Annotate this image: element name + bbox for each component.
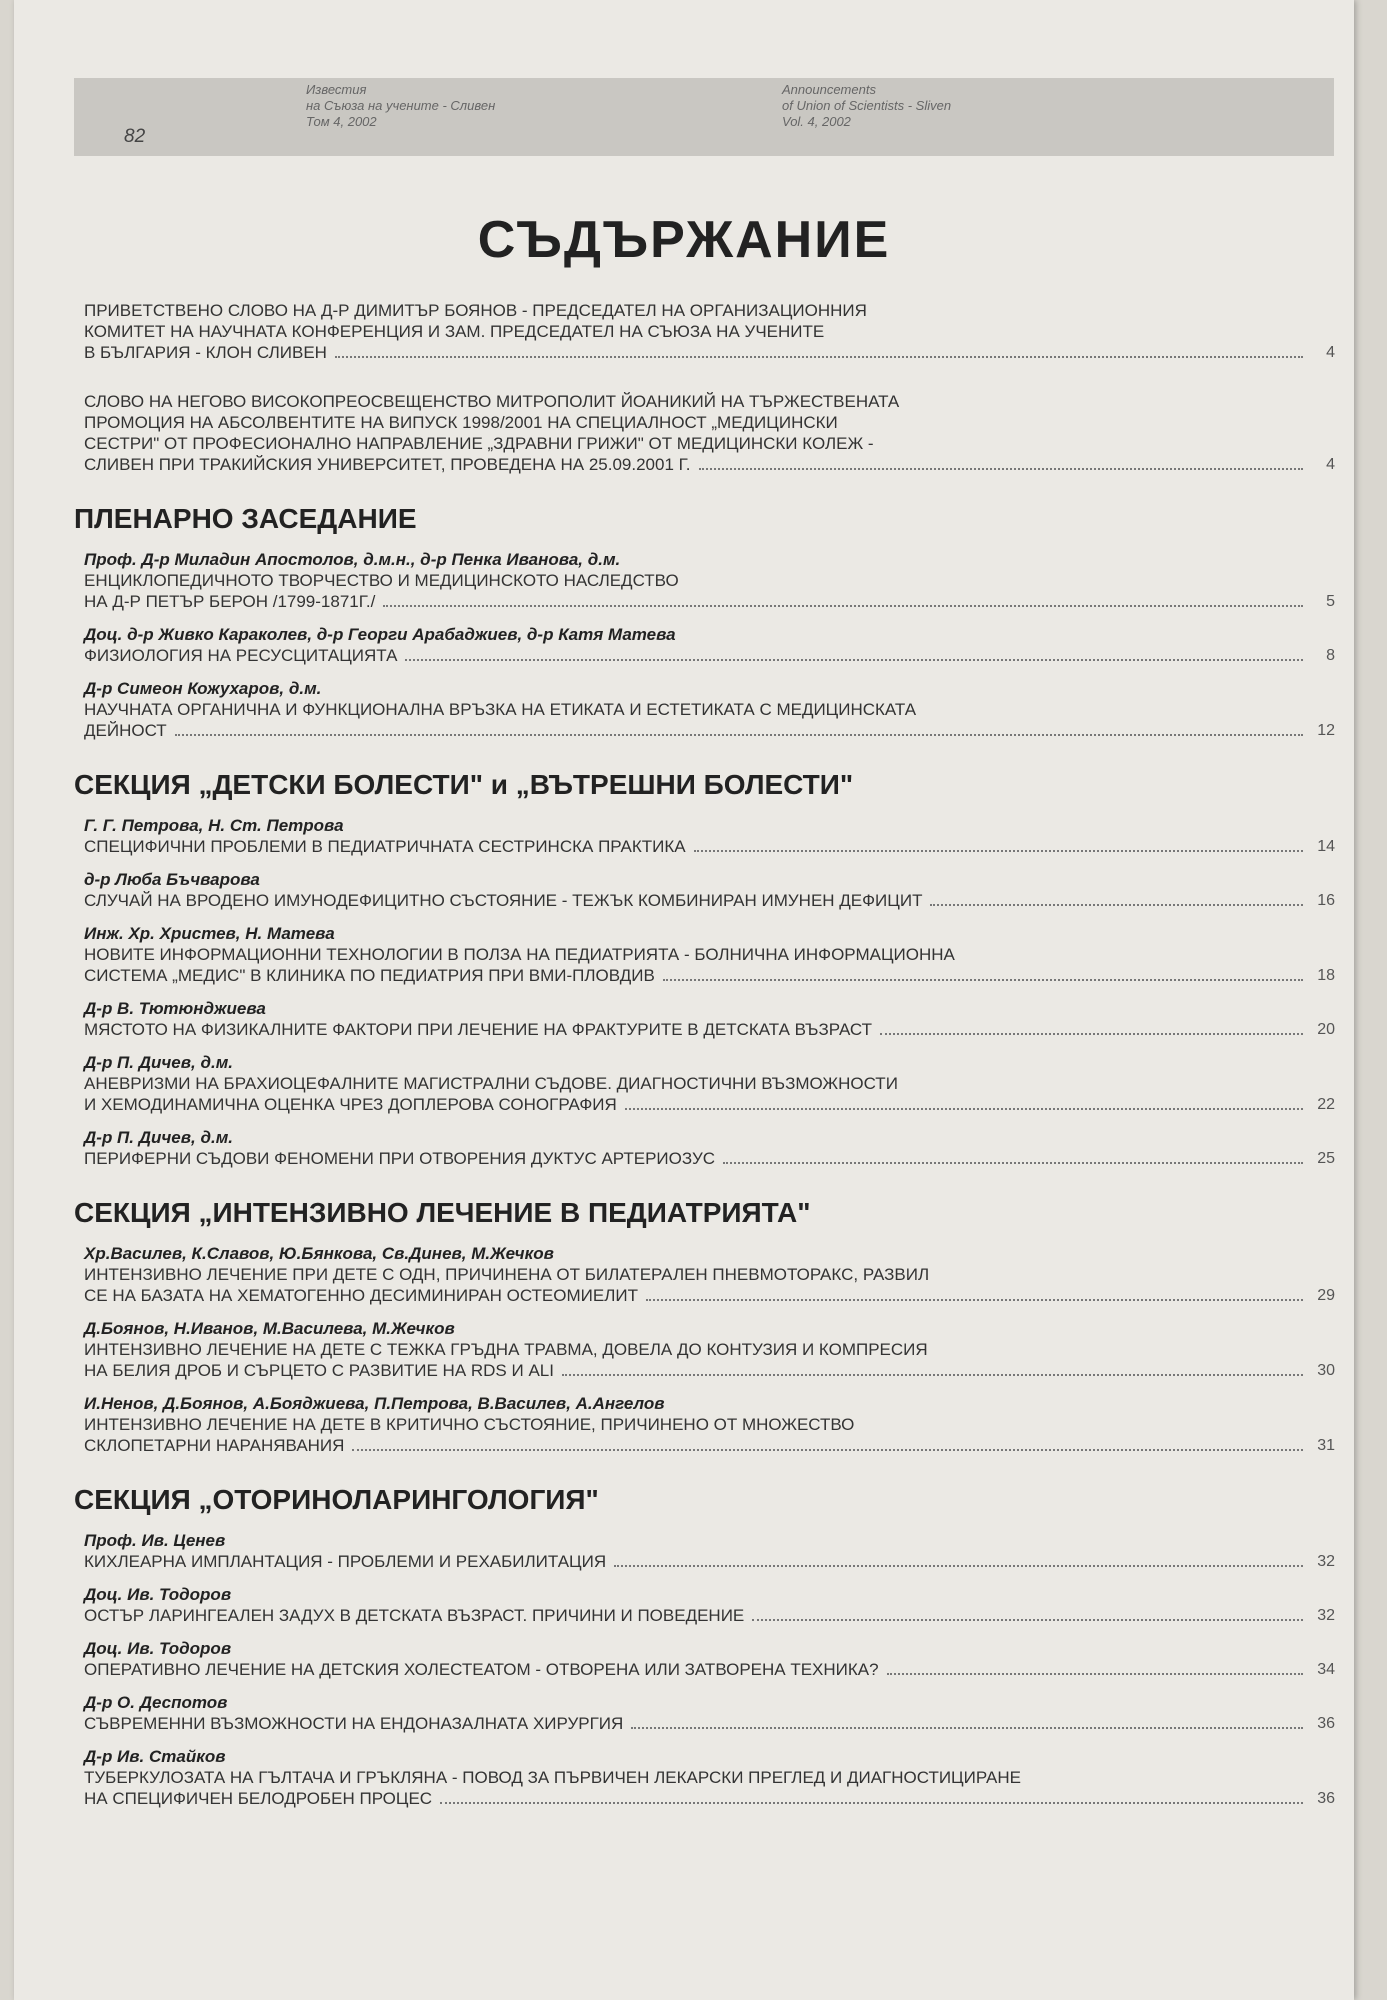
entry-title-line: ПРОМОЦИЯ НА АБСОЛВЕНТИТЕ НА ВИПУСК 1998/2001 НА СПЕЦИАЛНОСТ „МЕДИЦИНСКИ: [84, 413, 838, 432]
entry-page-number: 20: [1317, 1021, 1335, 1038]
entry-page-number: 16: [1317, 892, 1335, 909]
dot-leader: [752, 1619, 1303, 1621]
entry-title-last-line: [84, 342, 1335, 363]
entry-title-line: СЛУЧАЙ НА ВРОДЕНО ИМУНОДЕФИЦИТНО СЪСТОЯНИЕ - ТЕЖЪК КОМБИНИРАН ИМУНЕН ДЕФИЦИТ: [84, 891, 923, 910]
entry-title-line: ОСТЪР ЛАРИНГЕАЛЕН ЗАДУХ В ДЕТСКАТА ВЪЗРАСТ. ПРИЧИНИ И ПОВЕДЕНИЕ: [84, 1606, 745, 1625]
entry-title-last-line: [84, 1551, 1335, 1572]
toc-entry: [70, 300, 1335, 363]
dot-leader: [440, 1802, 1303, 1804]
entry-page-number: 36: [1317, 1790, 1335, 1807]
entry-page-number: 14: [1317, 838, 1335, 855]
entry-title: [70, 699, 1335, 741]
header-bg-line: на Съюза на учените - Сливен: [306, 98, 496, 113]
entry-title-line: КИХЛЕАРНА ИМПЛАНТАЦИЯ - ПРОБЛЕМИ И РЕХАБИЛИТАЦИЯ: [84, 1552, 607, 1571]
dot-leader: [694, 850, 1303, 852]
entry-title-line: СИСТЕМА „МЕДИС" В КЛИНИКА ПО ПЕДИАТРИЯ ПРИ ВМИ-ПЛОВДИВ: [84, 966, 655, 985]
header-journal-bg: [306, 82, 495, 130]
entry-title: [70, 1767, 1335, 1809]
entry-title-line: СЛИВЕН ПРИ ТРАКИЙСКИЯ УНИВЕРСИТЕТ, ПРОВЕДЕНА НА 25.09.2001 Г.: [84, 455, 691, 474]
toc-entry: [70, 1393, 1335, 1456]
entry-author: Д-р В. Тютюнджиева: [84, 999, 266, 1018]
entry-title-line: АНЕВРИЗМИ НА БРАХИОЦЕФАЛНИТЕ МАГИСТРАЛНИ СЪДОВЕ. ДИАГНОСТИЧНИ ВЪЗМОЖНОСТИ: [84, 1074, 898, 1093]
entry-title: [70, 1414, 1335, 1456]
entry-author: Хр.Василев, К.Славов, Ю.Бянкова, Св.Динев, М.Жечков: [84, 1244, 554, 1263]
entry-author: Д-р П. Дичев, д.м.: [84, 1053, 233, 1072]
entry-title: [70, 1339, 1335, 1381]
entry-title-last-line: [84, 645, 1335, 666]
entry-title-last-line: [84, 836, 1335, 857]
entry-title-line: СЕСТРИ" ОТ ПРОФЕСИОНАЛНО НАПРАВЛЕНИЕ „ЗДРАВНИ ГРИЖИ" ОТ МЕДИЦИНСКИ КОЛЕЖ -: [84, 434, 874, 453]
entry-author: И.Ненов, Д.Боянов, А.Бояджиева, П.Петрова, В.Василев, А.Ангелов: [84, 1394, 665, 1413]
dot-leader: [562, 1374, 1303, 1376]
page-title: СЪДЪРЖАНИЕ: [477, 211, 891, 269]
dot-leader: [880, 1033, 1303, 1035]
entry-title: [70, 1019, 1335, 1040]
entry-title: [70, 836, 1335, 857]
header-bg-line: Том 4, 2002: [306, 114, 377, 129]
header-en-line: Announcements: [782, 82, 876, 97]
toc-entry: [70, 1127, 1335, 1169]
entry-page-number: 32: [1317, 1553, 1335, 1570]
entry-title-line: ОПЕРАТИВНО ЛЕЧЕНИЕ НА ДЕТСКИЯ ХОЛЕСТЕАТОМ - ОТВОРЕНА ИЛИ ЗАТВОРЕНА ТЕХНИКА?: [84, 1660, 879, 1679]
dot-leader: [383, 605, 1303, 607]
entry-page-number: 4: [1326, 344, 1335, 361]
toc-entry: [70, 1530, 1335, 1572]
entry-title: [70, 645, 1335, 666]
header-en-line: of Union of Scientists - Sliven: [782, 98, 952, 113]
entry-title-last-line: [84, 1788, 1335, 1809]
page-number: 82: [124, 126, 146, 147]
entry-title-line: СПЕЦИФИЧНИ ПРОБЛЕМИ В ПЕДИАТРИЧНАТА СЕСТРИНСКА ПРАКТИКА: [84, 837, 686, 856]
toc-entry: [70, 1052, 1335, 1115]
toc-entry: [70, 391, 1335, 475]
entry-title-line: НОВИТЕ ИНФОРМАЦИОННИ ТЕХНОЛОГИИ В ПОЛЗА НА ПЕДИАТРИЯТА - БОЛНИЧНА ИНФОРМАЦИОННА: [84, 945, 955, 964]
entry-title-last-line: [84, 1659, 1335, 1680]
entry-title-last-line: [84, 720, 1335, 741]
toc-entry: [70, 1746, 1335, 1809]
entry-author: Г. Г. Петрова, Н. Ст. Петрова: [84, 816, 344, 835]
entry-title-line: НА СПЕЦИФИЧЕН БЕЛОДРОБЕН ПРОЦЕС: [84, 1789, 433, 1808]
entry-title-last-line: [84, 1360, 1335, 1381]
entry-title-line: КОМИТЕТ НА НАУЧНАТА КОНФЕРЕНЦИЯ И ЗАМ. ПРЕДСЕДАТЕЛ НА СЪЮЗА НА УЧЕНИТЕ: [84, 322, 825, 341]
entry-title-line: ИНТЕНЗИВНО ЛЕЧЕНИЕ ПРИ ДЕТЕ С ОДН, ПРИЧИНЕНА ОТ БИЛАТЕРАЛЕН ПНЕВМОТОРАКС, РАЗВИЛ: [84, 1265, 930, 1284]
entry-title: [70, 391, 1335, 475]
section-heading: СЕКЦИЯ „ОТОРИНОЛАРИНГОЛОГИЯ": [74, 1484, 599, 1515]
toc-entry: [70, 815, 1335, 857]
toc-entry: [70, 624, 1335, 666]
entry-title-line: НА БЕЛИЯ ДРОБ И СЪРЦЕТО С РАЗВИТИЕ НА RDS И ALI: [84, 1361, 554, 1380]
entry-page-number: 36: [1317, 1715, 1335, 1732]
entry-title-last-line: [84, 1094, 1335, 1115]
entry-title-line: ФИЗИОЛОГИЯ НА РЕСУСЦИТАЦИЯТА: [84, 646, 398, 665]
entry-author: Проф. Ив. Ценев: [84, 1531, 226, 1550]
entry-author: Доц. Ив. Тодоров: [84, 1639, 232, 1658]
entry-page-number: 8: [1326, 647, 1335, 664]
toc-entry: [70, 549, 1335, 612]
entry-title: [70, 1264, 1335, 1306]
entry-page-number: 22: [1317, 1096, 1335, 1113]
entry-title-last-line: [84, 965, 1335, 986]
dot-leader: [614, 1565, 1303, 1567]
header-bg-line: Известия: [306, 82, 367, 97]
entry-title-line: И ХЕМОДИНАМИЧНА ОЦЕНКА ЧРЕЗ ДОПЛЕРОВА СОНОГРАФИЯ: [84, 1095, 617, 1114]
entry-title: [70, 944, 1335, 986]
dot-leader: [699, 468, 1304, 470]
toc-entry: [70, 1584, 1335, 1626]
entry-title-line: В БЪЛГАРИЯ - КЛОН СЛИВЕН: [84, 343, 327, 362]
entry-title: [70, 1605, 1335, 1626]
entry-title-line: ИНТЕНЗИВНО ЛЕЧЕНИЕ НА ДЕТЕ С ТЕЖКА ГРЪДНА ТРАВМА, ДОВЕЛА ДО КОНТУЗИЯ И КОМПРЕСИЯ: [84, 1340, 928, 1359]
entry-page-number: 31: [1317, 1437, 1335, 1454]
entry-title-last-line: [84, 591, 1335, 612]
entry-title-last-line: [84, 1605, 1335, 1626]
entry-title-line: НАУЧНАТА ОРГАНИЧНА И ФУНКЦИОНАЛНА ВРЪЗКА НА ЕТИКАТА И ЕСТЕТИКАТА С МЕДИЦИНСКАТА: [84, 700, 917, 719]
entry-title-line: ТУБЕРКУЛОЗАТА НА ГЪЛТАЧА И ГРЪКЛЯНА - ПОВОД ЗА ПЪРВИЧЕН ЛЕКАРСКИ ПРЕГЛЕД И ДИАГНОСТИЦИРАНЕ: [84, 1768, 1022, 1787]
entry-title-last-line: [84, 454, 1335, 475]
dot-leader: [887, 1673, 1303, 1675]
dot-leader: [723, 1162, 1303, 1164]
document-page: [14, 0, 1354, 2000]
header-journal-en: [782, 82, 951, 130]
dot-leader: [663, 979, 1303, 981]
entry-title-last-line: [84, 1019, 1335, 1040]
entry-title-line: ПРИВЕТСТВЕНО СЛОВО НА Д-Р ДИМИТЪР БОЯНОВ - ПРЕДСЕДАТЕЛ НА ОРГАНИЗАЦИОННИЯ: [84, 301, 867, 320]
dot-leader: [175, 734, 1303, 736]
entry-title-line: ДЕЙНОСТ: [84, 721, 167, 740]
entry-title-last-line: [84, 1713, 1335, 1734]
dot-leader: [352, 1449, 1303, 1451]
entry-page-number: 29: [1317, 1287, 1335, 1304]
entry-author: д-р Люба Бъчварова: [84, 870, 260, 889]
toc-entry: [70, 923, 1335, 986]
toc-entry: [70, 678, 1335, 741]
dot-leader: [930, 904, 1303, 906]
entry-title-line: СЛОВО НА НЕГОВО ВИСОКОПРЕОСВЕЩЕНСТВО МИТРОПОЛИТ ЙОАНИКИЙ НА ТЪРЖЕСТВЕНАТА: [84, 392, 900, 411]
section-heading: СЕКЦИЯ „ДЕТСКИ БОЛЕСТИ" и „ВЪТРЕШНИ БОЛЕСТИ": [74, 769, 854, 800]
entry-title: [70, 1551, 1335, 1572]
entry-title-line: НА Д-Р ПЕТЪР БЕРОН /1799-1871Г./: [84, 592, 376, 611]
toc-entry: [70, 1243, 1335, 1306]
entry-title: [70, 1073, 1335, 1115]
dot-leader: [646, 1299, 1303, 1301]
entry-title: [70, 1148, 1335, 1169]
entry-title-line: СКЛОПЕТАРНИ НАРАНЯВАНИЯ: [84, 1436, 345, 1455]
toc-entry: [70, 869, 1335, 911]
toc-entry: [70, 998, 1335, 1040]
entry-author: Д-р Симеон Кожухаров, д.м.: [84, 679, 322, 698]
entry-title: [70, 1713, 1335, 1734]
entry-author: Проф. Д-р Миладин Апостолов, д.м.н., д-р Пенка Иванова, д.м.: [84, 550, 621, 569]
toc-entry: [70, 1638, 1335, 1680]
entry-title-line: ИНТЕНЗИВНО ЛЕЧЕНИЕ НА ДЕТЕ В КРИТИЧНО СЪСТОЯНИЕ, ПРИЧИНЕНО ОТ МНОЖЕСТВО: [84, 1415, 855, 1434]
section-heading: СЕКЦИЯ „ИНТЕНЗИВНО ЛЕЧЕНИЕ В ПЕДИАТРИЯТА": [74, 1197, 811, 1228]
entry-author: Доц. Ив. Тодоров: [84, 1585, 232, 1604]
header-en-line: Vol. 4, 2002: [782, 114, 851, 129]
entry-author: Д-р П. Дичев, д.м.: [84, 1128, 233, 1147]
entry-page-number: 25: [1317, 1150, 1335, 1167]
entry-page-number: 34: [1317, 1661, 1335, 1678]
entry-author: Д.Боянов, Н.Иванов, М.Василева, М.Жечков: [84, 1319, 455, 1338]
entry-title-last-line: [84, 1148, 1335, 1169]
entry-title: [70, 300, 1335, 363]
dot-leader: [335, 356, 1303, 358]
entry-title: [70, 890, 1335, 911]
entry-title-line: ЕНЦИКЛОПЕДИЧНОТО ТВОРЧЕСТВО И МЕДИЦИНСКОТО НАСЛЕДСТВО: [84, 571, 679, 590]
entry-title-line: СЕ НА БАЗАТА НА ХЕМАТОГЕННО ДЕСИМИНИРАН ОСТЕОМИЕЛИТ: [84, 1286, 638, 1305]
toc-entry: [70, 1692, 1335, 1734]
entry-title: [70, 570, 1335, 612]
entry-author: Инж. Хр. Христев, Н. Матева: [84, 924, 335, 943]
toc-entry: [70, 1318, 1335, 1381]
entry-page-number: 12: [1317, 722, 1335, 739]
entry-title-line: СЪВРЕМЕННИ ВЪЗМОЖНОСТИ НА ЕНДОНАЗАЛНАТА ХИРУРГИЯ: [84, 1714, 624, 1733]
entry-title-last-line: [84, 1285, 1335, 1306]
entry-page-number: 18: [1317, 967, 1335, 984]
entry-title-last-line: [84, 890, 1335, 911]
table-of-contents: [70, 300, 1335, 1837]
entry-title: [70, 1659, 1335, 1680]
entry-title-last-line: [84, 1435, 1335, 1456]
entry-page-number: 5: [1326, 593, 1335, 610]
entry-page-number: 4: [1326, 456, 1335, 473]
section-heading: ПЛЕНАРНО ЗАСЕДАНИЕ: [74, 503, 417, 534]
dot-leader: [405, 659, 1303, 661]
entry-author: Д-р О. Деспотов: [84, 1693, 228, 1712]
entry-title-line: МЯСТОТО НА ФИЗИКАЛНИТЕ ФАКТОРИ ПРИ ЛЕЧЕНИЕ НА ФРАКТУРИТЕ В ДЕТСКАТА ВЪЗРАСТ: [84, 1020, 873, 1039]
dot-leader: [631, 1727, 1303, 1729]
dot-leader: [625, 1108, 1303, 1110]
entry-title-line: ПЕРИФЕРНИ СЪДОВИ ФЕНОМЕНИ ПРИ ОТВОРЕНИЯ ДУКТУС АРТЕРИОЗУС: [84, 1149, 716, 1168]
entry-author: Доц. д-р Живко Караколев, д-р Георги Арабаджиев, д-р Катя Матева: [84, 625, 676, 644]
running-header: [74, 78, 1334, 156]
entry-page-number: 32: [1317, 1607, 1335, 1624]
entry-author: Д-р Ив. Стайков: [84, 1747, 226, 1766]
entry-page-number: 30: [1317, 1362, 1335, 1379]
